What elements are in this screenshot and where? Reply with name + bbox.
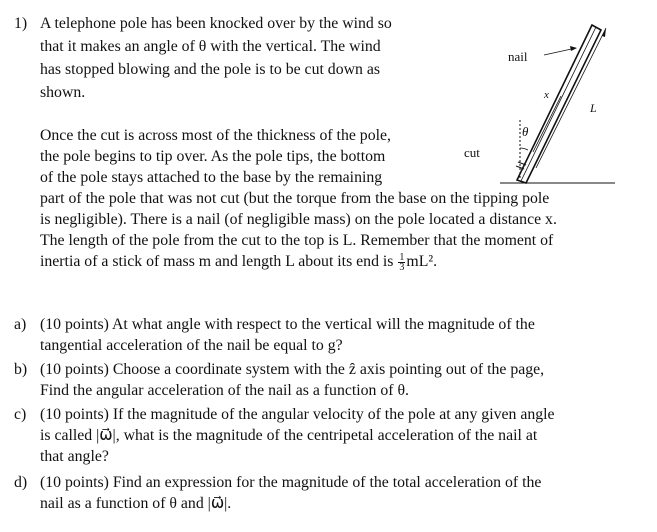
body-line-1: Once the cut is across most of the thickness of the pole,	[40, 127, 391, 144]
part-d-line-1: (10 points) Find an expression for the magnitude of the total acceleration of the	[40, 474, 542, 491]
intro-line-2: that it makes an angle of θ with the vertical. The wind	[40, 38, 381, 55]
part-d-line-2: nail as a function of θ and |ω⃗|.	[40, 495, 232, 512]
part-b-letter: b)	[14, 361, 28, 378]
fraction-denominator: 3	[399, 261, 405, 273]
fraction-numerator: 1	[399, 251, 405, 263]
problem-number: 1)	[14, 15, 28, 32]
part-c-letter: c)	[14, 406, 27, 423]
length-arrow-head	[602, 28, 606, 37]
x-label: x	[544, 89, 549, 101]
part-a-line-2: tangential acceleration of the nail be equal to g?	[40, 337, 343, 354]
part-a-line-1: (10 points) At what angle with respect to the vertical will the magnitude of the	[40, 316, 535, 333]
part-d-letter: d)	[14, 474, 28, 491]
theta-arc	[520, 148, 528, 150]
body-line-3: of the pole stays attached to the base by the remaining	[40, 169, 383, 186]
intro-line-1: A telephone pole has been knocked over by the wind so	[40, 15, 392, 32]
body-line-2: the pole begins to tip over. As the pole tips, the bottom	[40, 148, 386, 165]
pole	[517, 25, 601, 183]
part-b-line-2: Find the angular acceleration of the nail as a function of θ.	[40, 382, 410, 399]
body-line-4: part of the pole that was not cut (but the torque from the base on the tipping pole	[40, 190, 550, 207]
pole-inner-line	[521, 27, 596, 181]
intro-line-3: has stopped blowing and the pole is to be cut down as	[40, 61, 381, 78]
L-label: L	[590, 101, 597, 115]
x-dimension-line	[533, 96, 561, 152]
theta-label: θ	[522, 124, 529, 139]
nail-label: nail	[508, 49, 528, 64]
cut-label: cut	[464, 145, 480, 160]
nail-arrow-head	[570, 46, 577, 51]
part-c-line-3: that angle?	[40, 448, 109, 465]
inertia-prefix: inertia of a stick of mass m and length L about its end is	[40, 253, 398, 270]
pole-diagram	[420, 8, 657, 188]
inertia-line	[40, 252, 437, 272]
intro-line-4: shown.	[40, 84, 86, 101]
part-c-line-1: (10 points) If the magnitude of the angular velocity of the pole at any given angle	[40, 406, 555, 423]
part-c-line-2: is called |ω⃗|, what is the magnitude of the centripetal acceleration of the nail at	[40, 427, 538, 444]
part-a-letter: a)	[14, 316, 27, 333]
body-line-6: The length of the pole from the cut to the top is L. Remember that the moment of	[40, 232, 554, 249]
inertia-suffix: mL².	[406, 253, 438, 270]
body-line-5: is negligible). There is a nail (of negligible mass) on the pole located a distance x.	[40, 211, 557, 228]
one-third-fraction	[398, 253, 405, 272]
part-b-line-1: (10 points) Choose a coordinate system with the ẑ axis pointing out of the page,	[40, 361, 545, 378]
